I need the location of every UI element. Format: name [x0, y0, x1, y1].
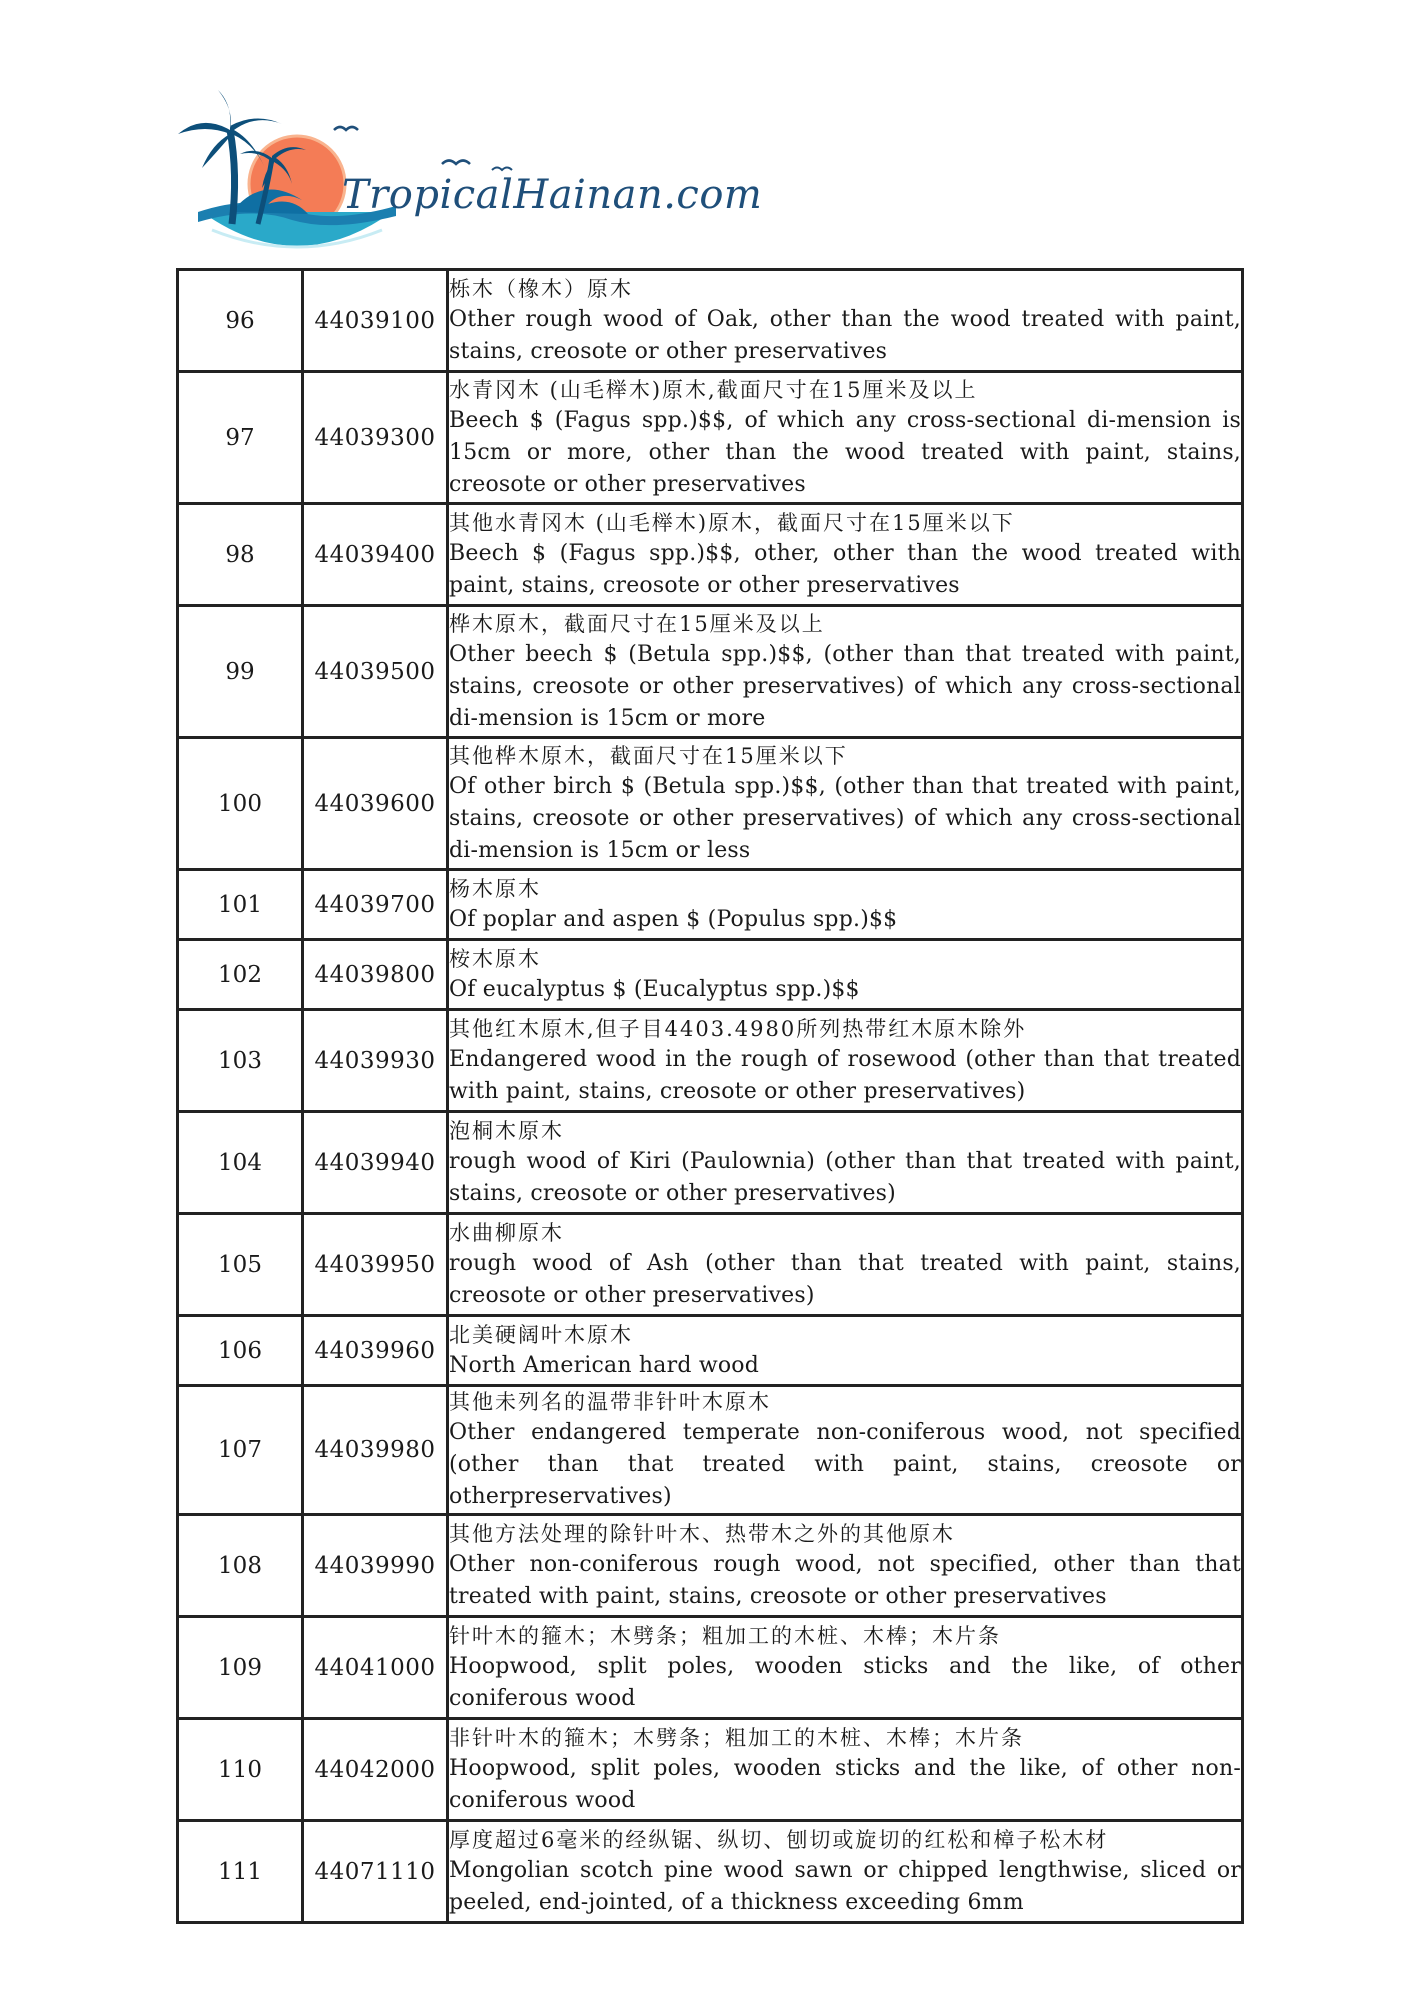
description-english: Of other birch $ (Betula spp.)$$, (other than that treated with paint, stains, creosote or other preservatives) of which any cross-sectional di-mension is 15cm or less: [449, 773, 1241, 863]
logo-text: TropicalHainan.com: [342, 172, 763, 218]
description-english: Other endangered temperate non-coniferous wood, not specified (other than that treated with paint, stains, creosote or otherpreservatives): [449, 1420, 1241, 1509]
row-number: 96: [178, 270, 303, 372]
description-cell: [448, 940, 1243, 1010]
description-english: Of poplar and aspen $ (Populus spp.)$$: [449, 906, 898, 932]
table-row: [178, 870, 1243, 940]
row-number: 107: [178, 1386, 303, 1515]
description-chinese: 水曲柳原木: [449, 1220, 564, 1245]
description-english: Other non-coniferous rough wood, not specified, other than that treated with paint, stains, creosote or other preservatives: [449, 1551, 1241, 1609]
row-number: 98: [178, 504, 303, 606]
description-cell: [448, 270, 1243, 372]
table-row: [178, 504, 1243, 606]
table-row: [178, 372, 1243, 504]
hs-code: 44039980: [303, 1386, 448, 1515]
row-number: 104: [178, 1112, 303, 1214]
hs-code: 44039800: [303, 940, 448, 1010]
table-row: [178, 1112, 1243, 1214]
description-chinese: 其他水青冈木 (山毛榉木)原木，截面尺寸在15厘米以下: [449, 510, 1015, 535]
description-cell: [448, 606, 1243, 738]
description-english: North American hard wood: [449, 1352, 760, 1378]
row-number: 108: [178, 1515, 303, 1617]
hs-code: 44039990: [303, 1515, 448, 1617]
description-english: Other rough wood of Oak, other than the wood treated with paint, stains, creosote or other preservatives: [449, 306, 1241, 364]
description-cell: [448, 738, 1243, 870]
description-chinese: 北美硬阔叶木原木: [449, 1322, 633, 1347]
description-cell: [448, 1386, 1243, 1515]
row-number: 100: [178, 738, 303, 870]
description-english: rough wood of Ash (other than that treated with paint, stains, creosote or other preservatives): [449, 1250, 1241, 1308]
row-number: 109: [178, 1617, 303, 1719]
description-chinese: 针叶木的箍木；木劈条；粗加工的木桩、木棒；木片条: [449, 1623, 1001, 1648]
description-english: Mongolian scotch pine wood sawn or chipped lengthwise, sliced or peeled, end-jointed, of a thickness exceeding 6mm: [449, 1857, 1241, 1915]
description-english: Hoopwood, split poles, wooden sticks and the like, of other coniferous wood: [449, 1653, 1241, 1711]
description-chinese: 其他桦木原木，截面尺寸在15厘米以下: [449, 743, 848, 768]
hs-code: 44039100: [303, 270, 448, 372]
description-english: rough wood of Kiri (Paulownia) (other than that treated with paint, stains, creosote or other preservatives): [449, 1148, 1241, 1206]
table-row: [178, 738, 1243, 870]
table-row: [178, 940, 1243, 1010]
table-row: [178, 270, 1243, 372]
description-english: Of eucalyptus $ (Eucalyptus spp.)$$: [449, 976, 860, 1002]
description-cell: [448, 1010, 1243, 1112]
row-number: 97: [178, 372, 303, 504]
description-chinese: 桦木原木，截面尺寸在15厘米及以上: [449, 611, 825, 636]
description-english: Hoopwood, split poles, wooden sticks and the like, of other non-coniferous wood: [449, 1755, 1241, 1813]
table-row: [178, 1386, 1243, 1515]
table-row: [178, 1316, 1243, 1386]
description-cell: [448, 1719, 1243, 1821]
hs-code: 44039600: [303, 738, 448, 870]
row-number: 99: [178, 606, 303, 738]
hs-code-table: [176, 268, 1244, 1924]
row-number: 106: [178, 1316, 303, 1386]
description-chinese: 泡桐木原木: [449, 1118, 564, 1143]
description-cell: [448, 1214, 1243, 1316]
description-cell: [448, 504, 1243, 606]
description-cell: [448, 1821, 1243, 1923]
table-row: [178, 1617, 1243, 1719]
hs-code: 44039950: [303, 1214, 448, 1316]
tropical-hainan-logo: [172, 84, 763, 264]
hs-code: 44041000: [303, 1617, 448, 1719]
description-english: Beech $ (Fagus spp.)$$, of which any cross-sectional di-mension is 15cm or more, other than the wood treated with paint, stains, creosote or other preservatives: [449, 407, 1241, 497]
description-cell: [448, 870, 1243, 940]
row-number: 110: [178, 1719, 303, 1821]
hs-code: 44039940: [303, 1112, 448, 1214]
row-number: 105: [178, 1214, 303, 1316]
description-cell: [448, 1515, 1243, 1617]
hs-code: 44042000: [303, 1719, 448, 1821]
row-number: 103: [178, 1010, 303, 1112]
description-english: Other beech $ (Betula spp.)$$, (other than that treated with paint, stains, creosote or other preservatives) of which any cross-sectional di-mension is 15cm or more: [449, 641, 1241, 731]
description-cell: [448, 1112, 1243, 1214]
description-chinese: 其他未列名的温带非针叶木原木: [449, 1390, 771, 1414]
description-chinese: 桉木原木: [449, 946, 541, 971]
table-row: [178, 1010, 1243, 1112]
description-cell: [448, 372, 1243, 504]
description-chinese: 厚度超过6毫米的经纵锯、纵切、刨切或旋切的红松和樟子松木材: [449, 1827, 1109, 1852]
hs-code: 44039400: [303, 504, 448, 606]
hs-code: 44039960: [303, 1316, 448, 1386]
description-chinese: 栎木（橡木）原木: [449, 276, 633, 301]
hs-code: 44039700: [303, 870, 448, 940]
table-row: [178, 1214, 1243, 1316]
description-english: Endangered wood in the rough of rosewood (other than that treated with paint, stains, creosote or other preservatives): [449, 1046, 1241, 1104]
row-number: 101: [178, 870, 303, 940]
table-row: [178, 1515, 1243, 1617]
row-number: 102: [178, 940, 303, 1010]
row-number: 111: [178, 1821, 303, 1923]
description-english: Beech $ (Fagus spp.)$$, other, other than the wood treated with paint, stains, creosote or other preservatives: [449, 540, 1241, 598]
description-cell: [448, 1617, 1243, 1719]
description-chinese: 其他红木原木,但子目4403.4980所列热带红木原木除外: [449, 1016, 1027, 1041]
description-chinese: 水青冈木 (山毛榉木)原木,截面尺寸在15厘米及以上: [449, 377, 978, 402]
hs-code: 44039930: [303, 1010, 448, 1112]
description-chinese: 其他方法处理的除针叶木、热带木之外的其他原木: [449, 1521, 955, 1546]
description-cell: [448, 1316, 1243, 1386]
hs-code: 44039300: [303, 372, 448, 504]
table-row: [178, 1821, 1243, 1923]
description-chinese: 杨木原木: [449, 876, 541, 901]
hs-code: 44071110: [303, 1821, 448, 1923]
table-row: [178, 606, 1243, 738]
description-chinese: 非针叶木的箍木；木劈条；粗加工的木桩、木棒；木片条: [449, 1725, 1024, 1750]
hs-code: 44039500: [303, 606, 448, 738]
table-row: [178, 1719, 1243, 1821]
